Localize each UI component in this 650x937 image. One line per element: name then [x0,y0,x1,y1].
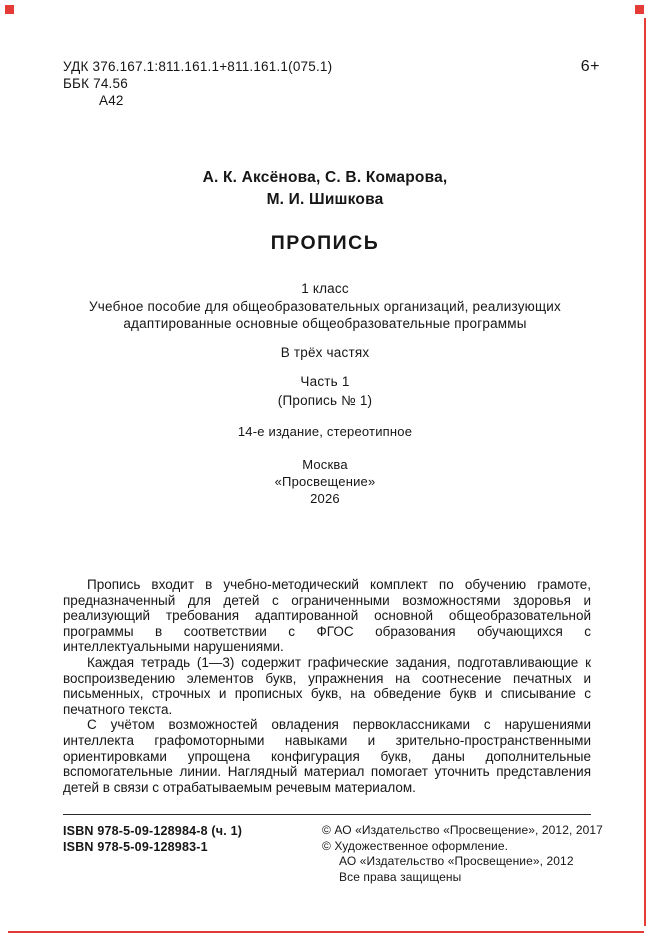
isbn-block [63,823,242,855]
authors-line-2: М. И. Шишкова [266,191,384,208]
annotation-paragraph: Каждая тетрадь (1—3) содержит графические задания, подготавливающие к воспроизведению элементов букв, упражнения на соотнесение печатных и письменных, строчных и прописных букв, на обведение букв и списывание с печатного текста. [63,654,591,717]
imprint-city: Москва [302,457,348,472]
copyright-block [322,823,603,885]
imprint-block [40,456,610,507]
scan-mark-top-left [5,5,14,14]
book-title: ПРОПИСЬ [270,232,380,254]
part-note-line: (Пропись № 1) [277,393,373,408]
annotation-paragraph: Пропись входит в учебно-методический комплект по обучению грамоте, предназначенный для детей с ограниченными возможностями здоровья и реализующий требования адаптированной основной общеобразовательной программы в соответствии с ФГОС образования обучающихся с интеллектуальными нарушениями. [63,577,591,655]
subtitle-block [40,299,610,332]
age-rating-badge: 6+ [580,58,600,75]
udk-line: УДК 376.167.1:811.161.1+811.161.1(075.1) [63,59,333,74]
authors-block [40,167,610,211]
copyright-line: Все права защищены [339,869,462,884]
imprint-publisher: «Просвещение» [274,474,376,489]
imprint-year: 2026 [310,491,340,506]
subtitle-line-2: адаптированные основные общеобразовательные программы [123,315,527,331]
annotation-block [63,577,591,795]
classification-block [63,58,332,109]
copyright-line: © Художественное оформление. [322,838,509,853]
authors-line-1: А. К. Аксёнова, С. В. Комарова, [202,169,448,186]
scan-edge-right [644,18,646,926]
footer-divider [63,814,591,815]
scan-edge-bottom [8,931,644,933]
isbn-line-2: ISBN 978-5-09-128983-1 [63,840,208,854]
copyright-line: © АО «Издательство «Просвещение», 2012, 2017 [322,823,603,837]
edition-line: 14-е издание, стереотипное [237,424,413,439]
parts-line: В трёх частях [280,345,370,360]
annotation-paragraph: С учётом возможностей овладения первоклассниками с нарушениями интеллекта графомоторными навыками и зрительно-пространственными ориентировками упрощена конфигурация букв, даны дополнительные вспомогательные линии. Наглядный материал помогает уточнить представления детей в связи с отрабатываемым речевым материалом. [63,717,591,795]
part-number-line: Часть 1 [300,374,350,389]
grade-line: 1 класс [301,281,349,296]
bbk-line: ББК 74.56 [63,76,128,91]
author-sign-code: А42 [99,93,124,108]
copyright-line: АО «Издательство «Просвещение», 2012 [339,854,574,868]
isbn-line-1: ISBN 978-5-09-128984-8 (ч. 1) [63,824,243,838]
scan-mark-top-right [635,5,644,14]
subtitle-line-1: Учебное пособие для общеобразовательных организаций, реализующих [89,299,561,314]
